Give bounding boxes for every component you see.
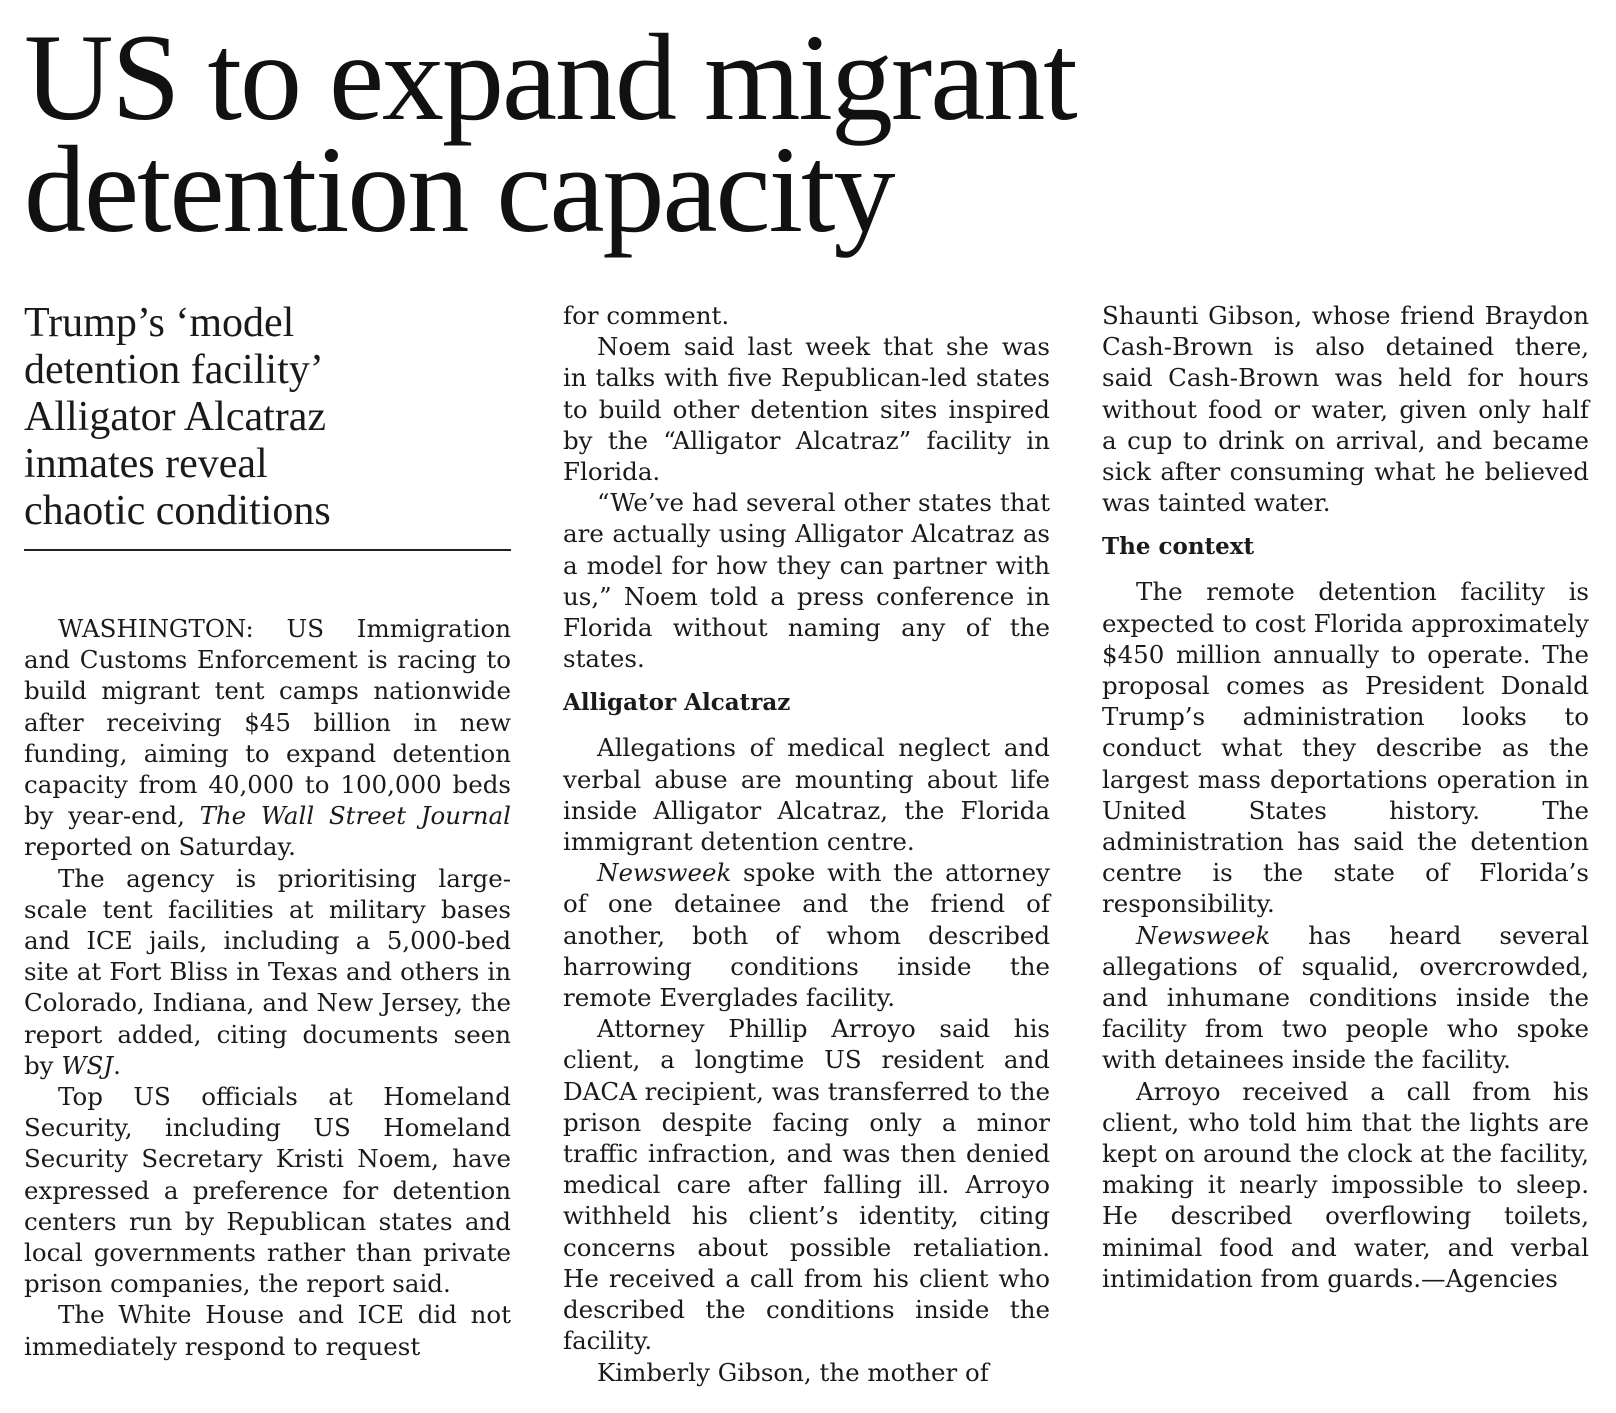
paragraph-continued: Shaunti Gibson, whose friend Braydon Cash-Brown is also detained there, said Cash-Brown was held for hours without food or water, given only half a cup to drink on arrival, and became sick after consuming what he believed was tainted water.	[1102, 301, 1589, 518]
paragraph	[1102, 920, 1589, 1076]
paragraph-text: The agency is prioritising large-scale tent facilities at military bases and ICE jails, including a 5,000-bed site at Fort Bliss in Texas and others in Colorado, Indiana, and New Jersey, the report added, citing documents seen by	[24, 863, 511, 1080]
paragraph-text: has heard several allegations of squalid, overcrowded, and inhumane conditions inside the facility from two people who spoke with detainees inside the facility.	[1102, 920, 1589, 1075]
paragraph	[24, 863, 511, 1081]
source-name: Newsweek	[1136, 920, 1271, 950]
paragraph: Allegations of medical neglect and verbal abuse are mounting about life inside Alligator Alcatraz, the Florida immigrant detention centre.	[563, 733, 1050, 857]
section-subhead: The context	[1102, 533, 1255, 561]
deck-line-3: Alligator Alcatraz	[24, 394, 327, 440]
article-column-1	[24, 300, 511, 1362]
paragraph: “We’ve had several other states that are actually using Alligator Alcatraz as a model for how they can partner with us,” Noem told a press conference in Florida without naming any of the states.	[563, 488, 1050, 674]
paragraph	[563, 857, 1050, 1013]
paragraph-text: reported on Saturday.	[24, 832, 296, 862]
paragraph: Arroyo received a call from his client, who told him that the lights are kept on around the clock at the facility, making it nearly impossible to sleep. He described overflowing toilets, minimal food and water, and verbal intimidation from guards.—Agencies	[1102, 1076, 1589, 1293]
source-name: WSJ	[61, 1050, 114, 1080]
paragraph: Top US officials at Homeland Security, including US Homeland Security Secretary Kristi Noem, have expressed a preference for detention centers run by Republican states and local governments rather than private prison companies, the report said.	[24, 1082, 511, 1299]
deck-line-2: detention facility’	[24, 347, 324, 393]
paragraph-text: .	[113, 1050, 121, 1080]
deck-headline	[24, 300, 511, 551]
paragraph	[24, 613, 511, 863]
paragraph-continued: for comment.	[563, 301, 730, 330]
article-column-3	[1102, 300, 1589, 1294]
paragraph: Attorney Phillip Arroyo said his client, a longtime US resident and DACA recipient, was transferred to the prison despite facing only a minor traffic infraction, and was then denied medical care after falling ill. Arroyo withheld his client’s identity, citing concerns about possible retaliation. He received a call from his client who described the conditions inside the facility.	[563, 1014, 1050, 1356]
deck-line-5: chaotic conditions	[24, 488, 331, 534]
headline	[24, 9, 1584, 258]
paragraph-text: US Immigration and Customs Enforcement is racing to build migrant tent camps nationwide after receiving $45 billion in new funding, aiming to expand detention capacity from 40,000 to 100,000 beds by year-end,	[24, 614, 511, 831]
paragraph-text: spoke with the attorney of one detainee and the friend of another, both of whom described harrowing conditions inside the remote Everglades facility.	[563, 858, 1050, 1013]
deck-line-4: inmates reveal	[24, 441, 268, 487]
section-subhead: Alligator Alcatraz	[563, 689, 791, 717]
article-column-2	[563, 300, 1050, 1388]
paragraph: The White House and ICE did not immediately respond to request	[24, 1300, 511, 1361]
dateline: WASHINGTON:	[58, 614, 254, 643]
deck-spacer	[24, 551, 511, 613]
deck-line-1: Trump’s ‘model	[24, 300, 295, 346]
paragraph: Kimberly Gibson, the mother of	[597, 1357, 989, 1387]
paragraph: The remote detention facility is expected to cost Florida approximately $450 million annually to operate. The proposal comes as President Donald Trump’s administration looks to conduct what they describe as the largest mass deportations operation in United States history. The administration has said the detention centre is the state of Florida’s responsibility.	[1102, 577, 1589, 919]
source-name: The Wall Street Journal	[199, 801, 511, 831]
headline-line-1: US to expand migrant	[24, 9, 1076, 146]
source-name: Newsweek	[597, 858, 732, 888]
paragraph: Noem said last week that she was in talks with five Republican-led states to build other detention sites inspired by the “Alligator Alcatraz” facility in Florida.	[563, 332, 1050, 487]
headline-line-2: detention capacity	[24, 121, 894, 258]
